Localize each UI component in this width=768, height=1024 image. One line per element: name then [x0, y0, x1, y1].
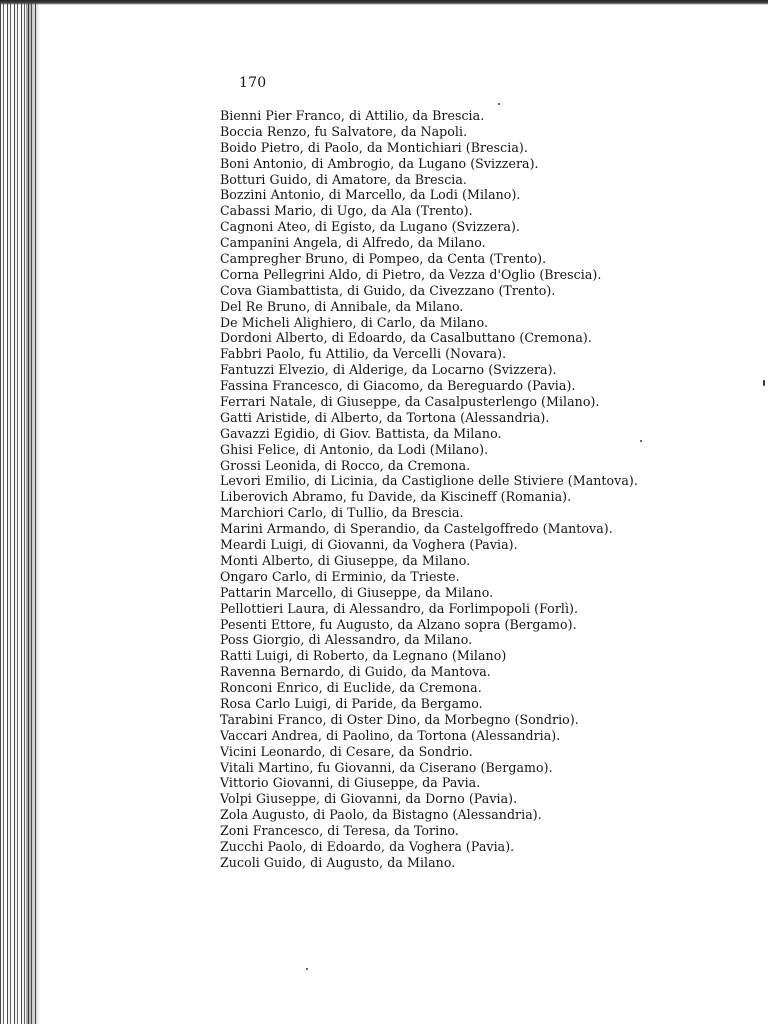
list-item: Fabbri Paolo, fu Attilio, da Vercelli (Novara). — [220, 346, 507, 362]
list-item: Cova Giambattista, di Guido, da Civezzano (Trento). — [220, 282, 556, 298]
scan-speck — [306, 968, 308, 970]
list-item: Volpi Giuseppe, di Giovanni, da Dorno (Pavia). — [220, 791, 518, 807]
list-item: Corna Pellegrini Aldo, di Pietro, da Vezza d'Oglio (Brescia). — [220, 266, 602, 282]
scan-speck — [763, 380, 765, 386]
list-item: Botturi Guido, di Amatore, da Brescia. — [220, 171, 467, 187]
list-item: Cagnoni Ateo, di Egisto, da Lugano (Svizzera). — [220, 219, 520, 235]
list-item: Pellottieri Laura, di Alessandro, da Forlimpopoli (Forlì). — [220, 600, 579, 616]
list-item: Monti Alberto, di Giuseppe, da Milano. — [220, 552, 471, 568]
scan-speck — [498, 103, 500, 105]
list-item: Boni Antonio, di Ambrogio, da Lugano (Svizzera). — [220, 155, 539, 171]
list-item: Ratti Luigi, di Roberto, da Legnano (Milano) — [220, 648, 507, 664]
list-item: Grossi Leonida, di Rocco, da Cremona. — [220, 457, 471, 473]
list-item: Tarabini Franco, di Oster Dino, da Morbegno (Sondrio). — [220, 711, 579, 727]
list-item: Bienni Pier Franco, di Attilio, da Brescia. — [220, 108, 485, 123]
list-item: Zucoli Guido, di Augusto, da Milano. — [220, 854, 456, 870]
scan-speck — [640, 440, 642, 442]
list-item: Gavazzi Egidio, di Giov. Battista, da Milano. — [220, 425, 502, 441]
list-item: Vicini Leonardo, di Cesare, da Sondrio. — [220, 743, 473, 759]
list-item: Marchiori Carlo, di Tullio, da Brescia. — [220, 505, 464, 521]
list-item: Zucchi Paolo, di Edoardo, da Voghera (Pavia). — [220, 838, 515, 854]
list-item: Ghisi Felice, di Antonio, da Lodi (Milano). — [220, 441, 489, 457]
list-item: Vitali Martino, fu Giovanni, da Ciserano (Bergamo). — [220, 759, 553, 775]
list-item: Zola Augusto, di Paolo, da Bistagno (Alessandria). — [220, 807, 542, 823]
list-item: Bozzini Antonio, di Marcello, da Lodi (Milano). — [220, 187, 521, 203]
list-item: Boido Pietro, di Paolo, da Montichiari (Brescia). — [220, 139, 528, 155]
list-item: Ferrari Natale, di Giuseppe, da Casalpusterlengo (Milano). — [220, 394, 600, 410]
list-item: Del Re Bruno, di Annibale, da Milano. — [220, 298, 464, 314]
list-item: Fantuzzi Elvezio, di Alderige, da Locarno (Svizzera). — [220, 362, 557, 378]
list-item: Ongaro Carlo, di Erminio, da Trieste. — [220, 568, 460, 584]
name-list — [220, 108, 638, 871]
list-item: Campregher Bruno, di Pompeo, da Centa (Trento). — [220, 251, 547, 267]
list-item: Ravenna Bernardo, di Guido, da Mantova. — [220, 664, 491, 680]
list-item: Marini Armando, di Sperandio, da Castelgoffredo (Mantova). — [220, 521, 613, 537]
list-item: Meardi Luigi, di Giovanni, da Voghera (Pavia). — [220, 537, 518, 553]
scan-binding-shadow — [26, 0, 40, 1024]
list-item: Cabassi Mario, di Ugo, da Ala (Trento). — [220, 203, 473, 219]
list-item: Boccia Renzo, fu Salvatore, da Napoli. — [220, 123, 468, 139]
list-item: Fassina Francesco, di Giacomo, da Bereguardo (Pavia). — [220, 378, 576, 394]
list-item: Vaccari Andrea, di Paolino, da Tortona (Alessandria). — [220, 727, 561, 743]
list-item: Zoni Francesco, di Teresa, da Torino. — [220, 823, 459, 839]
list-item: Campanini Angela, di Alfredo, da Milano. — [220, 235, 486, 251]
list-item: Levori Emilio, di Licinia, da Castiglione delle Stiviere (Mantova). — [220, 473, 638, 489]
list-item: Vittorio Giovanni, di Giuseppe, da Pavia. — [220, 775, 481, 791]
list-item: Liberovich Abramo, fu Davide, da Kiscineff (Romania). — [220, 489, 572, 505]
list-item: Pattarin Marcello, di Giuseppe, da Milano. — [220, 584, 494, 600]
list-item: Ronconi Enrico, di Euclide, da Cremona. — [220, 680, 482, 696]
scan-top-edge — [0, 0, 768, 5]
list-item: Rosa Carlo Luigi, di Paride, da Bergamo. — [220, 695, 483, 711]
list-item: De Micheli Alighiero, di Carlo, da Milano. — [220, 314, 489, 330]
list-item: Pesenti Ettore, fu Augusto, da Alzano sopra (Bergamo). — [220, 616, 577, 632]
page-number: 170 — [239, 75, 267, 91]
list-item: Poss Giorgio, di Alessandro, da Milano. — [220, 632, 473, 648]
list-item: Gatti Aristide, di Alberto, da Tortona (Alessandria). — [220, 409, 550, 425]
list-item: Dordoni Alberto, di Edoardo, da Casalbuttano (Cremona). — [220, 330, 592, 346]
